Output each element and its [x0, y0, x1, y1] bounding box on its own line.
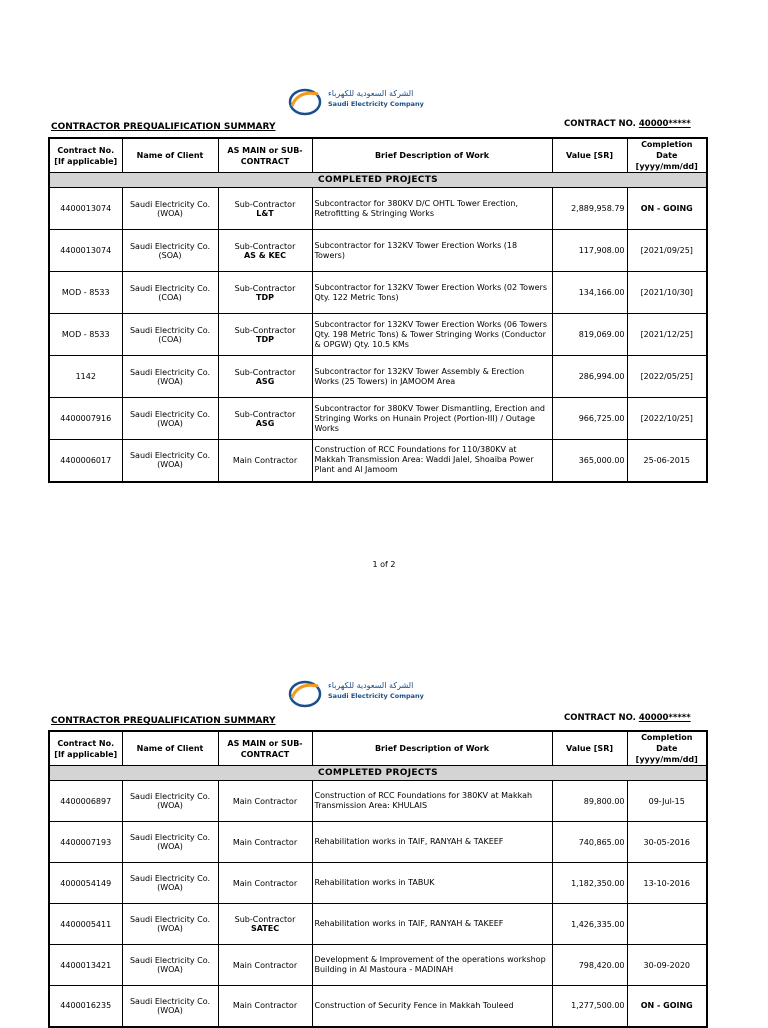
description-cell: Rehabilitation works in TABUK — [312, 863, 552, 904]
value-cell: 2,889,958.79 — [552, 188, 627, 230]
client-cell — [122, 986, 218, 1027]
contract-type: Sub-Contractor — [234, 915, 296, 924]
page-number: 1 of 2 — [372, 560, 396, 569]
value-cell: 134,166.00 — [552, 272, 627, 314]
client-name: Saudi Electricity Co. — [129, 915, 211, 924]
description-cell: Construction of Security Fence in Makkah Touleed — [312, 986, 552, 1027]
value-cell: 740,865.00 — [552, 822, 627, 863]
contract-no-cell: 4400007916 — [49, 398, 122, 440]
sec-logo — [286, 84, 426, 120]
client-region: (WOA) — [157, 801, 183, 810]
table-row — [49, 440, 707, 482]
client-name: Saudi Electricity Co. — [129, 833, 211, 842]
contract-no-cell: 4400007193 — [49, 822, 122, 863]
contract-no-cell: 4400013074 — [49, 188, 122, 230]
client-region: (WOA) — [157, 883, 183, 892]
client-cell — [122, 314, 218, 356]
client-region: (WOA) — [157, 965, 183, 974]
table-row — [49, 272, 707, 314]
logo-english-text: Saudi Electricity Company — [328, 100, 424, 108]
contract-type-cell — [218, 822, 312, 863]
contract-no-cell: MOD - 8533 — [49, 272, 122, 314]
table-header-row — [49, 731, 707, 766]
client-cell — [122, 272, 218, 314]
contract-no-cell: 4400013074 — [49, 230, 122, 272]
value-cell: 89,800.00 — [552, 781, 627, 822]
contract-type-cell — [218, 440, 312, 482]
contract-no-cell: 4400005411 — [49, 904, 122, 945]
value-cell: 819,069.00 — [552, 314, 627, 356]
value-cell: 286,994.00 — [552, 356, 627, 398]
client-cell — [122, 230, 218, 272]
contract-type-cell — [218, 904, 312, 945]
client-cell — [122, 356, 218, 398]
completion-date-cell: 30-09-2020 — [627, 945, 707, 986]
contract-type: Sub-Contractor — [234, 367, 296, 377]
client-cell — [122, 863, 218, 904]
client-region: (WOA) — [157, 924, 183, 933]
description-cell: Rehabilitation works in TAIF, RANYAH & TAKEEF — [312, 904, 552, 945]
section-title: COMPLETED PROJECTS — [49, 766, 707, 781]
completion-date-cell: ON - GOING — [627, 188, 707, 230]
completion-date-cell: 13-10-2016 — [627, 863, 707, 904]
table-row — [49, 781, 707, 822]
value-cell: 1,277,500.00 — [552, 986, 627, 1027]
description-cell: Construction of RCC Foundations for 110/380KV at Makkah Transmission Area: Waddi Jalel, Shoaiba Power Plant and Al Jamoom — [312, 440, 552, 482]
contract-no-cell: 4000054149 — [49, 863, 122, 904]
client-cell — [122, 188, 218, 230]
description-cell: Subcontractor for 380KV Tower Dismantling, Erection and Stringing Works on Hunain Project (Portion-III) / Outage Works — [312, 398, 552, 440]
client-region: (WOA) — [157, 460, 183, 470]
completion-date-cell: 09-Jul-15 — [627, 781, 707, 822]
client-region: (WOA) — [157, 208, 183, 218]
client-name: Saudi Electricity Co. — [129, 874, 211, 883]
page-title: CONTRACTOR PREQUALIFICATION SUMMARY — [51, 122, 276, 132]
description-cell: Construction of RCC Foundations for 380KV at Makkah Transmission Area: KHULAIS — [312, 781, 552, 822]
section-row — [49, 173, 707, 188]
header-contract-type: AS MAIN or SUB-CONTRACT — [218, 138, 312, 173]
logo-arabic-text: الشركة السعودية للكهرباء — [328, 681, 414, 690]
description-cell: Subcontractor for 132KV Tower Erection Works (02 Towers Qty. 122 Metric Tons) — [312, 272, 552, 314]
client-name: Saudi Electricity Co. — [129, 792, 211, 801]
client-region: (COA) — [158, 334, 182, 344]
table-row — [49, 230, 707, 272]
table-row — [49, 356, 707, 398]
client-name: Saudi Electricity Co. — [129, 241, 211, 251]
contract-no-cell: MOD - 8533 — [49, 314, 122, 356]
projects-table — [48, 137, 708, 483]
header-client: Name of Client — [122, 138, 218, 173]
client-name: Saudi Electricity Co. — [129, 409, 211, 419]
contract-no-cell: 4400006017 — [49, 440, 122, 482]
contract-type-cell — [218, 188, 312, 230]
page-title: CONTRACTOR PREQUALIFICATION SUMMARY — [51, 716, 276, 726]
completion-date-cell: [2021/09/25] — [627, 230, 707, 272]
client-name: Saudi Electricity Co. — [129, 956, 211, 965]
client-name: Saudi Electricity Co. — [129, 451, 211, 461]
client-region: (WOA) — [157, 842, 183, 851]
description-cell: Subcontractor for 132KV Tower Assembly & Erection Works (25 Towers) in JAMOOM Area — [312, 356, 552, 398]
main-contractor-name: AS & KEC — [243, 250, 287, 260]
header-contract-no: Contract No. [If applicable] — [49, 731, 122, 766]
client-name: Saudi Electricity Co. — [129, 367, 211, 377]
value-cell: 798,420.00 — [552, 945, 627, 986]
contract-type: Main Contractor — [232, 455, 298, 465]
main-contractor-name: L&T — [256, 208, 274, 218]
contract-type-cell — [218, 356, 312, 398]
header-description: Brief Description of Work — [312, 138, 552, 173]
main-contractor-name: ASG — [255, 376, 275, 386]
contract-label: CONTRACT NO. — [564, 119, 636, 129]
completion-date-cell: [2021/10/30] — [627, 272, 707, 314]
client-region: (WOA) — [157, 376, 183, 386]
table-row — [49, 314, 707, 356]
contract-type: Main Contractor — [232, 796, 298, 806]
contract-no-cell: 4400013421 — [49, 945, 122, 986]
table-row — [49, 945, 707, 986]
client-cell — [122, 822, 218, 863]
description-cell: Rehabilitation works in TAIF, RANYAH & TAKEEF — [312, 822, 552, 863]
header-value: Value [SR] — [552, 138, 627, 173]
projects-table — [48, 730, 708, 1028]
client-cell — [122, 398, 218, 440]
description-cell: Development & Improvement of the operations workshop Building in Al Mastoura - MADINAH — [312, 945, 552, 986]
contract-type: Main Contractor — [232, 837, 298, 847]
contract-type-cell — [218, 863, 312, 904]
main-contractor-name: TDP — [256, 334, 274, 344]
completion-date-cell: 25-06-2015 — [627, 440, 707, 482]
header-contract-no: Contract No. [If applicable] — [49, 138, 122, 173]
main-contractor-name: ASG — [255, 418, 275, 428]
header-completion-date: Completion Date [yyyy/mm/dd] — [627, 731, 707, 766]
table-row — [49, 188, 707, 230]
value-cell: 1,182,350.00 — [552, 863, 627, 904]
contract-no-cell: 1142 — [49, 356, 122, 398]
client-name: Saudi Electricity Co. — [129, 283, 211, 293]
contract-no-cell: 4400016235 — [49, 986, 122, 1027]
logo-english-text: Saudi Electricity Company — [328, 692, 424, 700]
contract-label: CONTRACT NO. — [564, 713, 636, 723]
client-cell — [122, 440, 218, 482]
header-client: Name of Client — [122, 731, 218, 766]
value-cell: 1,426,335.00 — [552, 904, 627, 945]
completion-date-cell: [2022/10/25] — [627, 398, 707, 440]
table-header-row — [49, 138, 707, 173]
contract-type-cell — [218, 272, 312, 314]
contract-number: 40000***** — [638, 119, 691, 129]
contract-number-header — [564, 713, 691, 723]
contract-type-cell — [218, 945, 312, 986]
table-row — [49, 863, 707, 904]
client-region: (WOA) — [157, 1005, 183, 1015]
value-cell: 966,725.00 — [552, 398, 627, 440]
description-cell: Subcontractor for 132KV Tower Erection Works (06 Towers Qty. 198 Metric Tons) & Tower Stringing Works (Conductor & OPGW) Qty. 10.5 KMs — [312, 314, 552, 356]
client-cell — [122, 904, 218, 945]
section-row — [49, 766, 707, 781]
contract-type: Main Contractor — [232, 878, 298, 888]
contract-type: Sub-Contractor — [234, 283, 296, 293]
completion-date-cell: ON - GOING — [627, 986, 707, 1027]
contract-type: Sub-Contractor — [234, 325, 296, 335]
main-contractor-name: SATEC — [250, 924, 280, 933]
table-row — [49, 398, 707, 440]
header-contract-type: AS MAIN or SUB-CONTRACT — [218, 731, 312, 766]
contract-type: Sub-Contractor — [234, 409, 296, 419]
contract-type: Sub-Contractor — [234, 241, 296, 251]
contract-number-header — [564, 119, 691, 129]
client-cell — [122, 945, 218, 986]
client-name: Saudi Electricity Co. — [129, 199, 211, 209]
completion-date-cell: [2021/12/25] — [627, 314, 707, 356]
completion-date-cell — [627, 904, 707, 945]
value-cell: 365,000.00 — [552, 440, 627, 482]
contract-type-cell — [218, 314, 312, 356]
contract-type: Sub-Contractor — [234, 199, 296, 209]
sec-logo-icon — [286, 84, 326, 118]
section-title: COMPLETED PROJECTS — [49, 173, 707, 188]
contract-type: Main Contractor — [232, 1001, 298, 1011]
client-region: (SOA) — [158, 250, 182, 260]
contract-type: Main Contractor — [232, 960, 298, 970]
main-contractor-name: TDP — [256, 292, 274, 302]
contract-no-cell: 4400006897 — [49, 781, 122, 822]
client-name: Saudi Electricity Co. — [129, 996, 211, 1006]
client-region: (COA) — [158, 292, 182, 302]
contract-type-cell — [218, 398, 312, 440]
client-region: (WOA) — [157, 418, 183, 428]
contract-type-cell — [218, 230, 312, 272]
table-row — [49, 822, 707, 863]
client-cell — [122, 781, 218, 822]
contract-number: 40000***** — [638, 713, 691, 723]
sec-logo-icon — [286, 676, 326, 710]
completion-date-cell: 30-05-2016 — [627, 822, 707, 863]
contract-type-cell — [218, 781, 312, 822]
table-row — [49, 904, 707, 945]
contract-type-cell — [218, 986, 312, 1027]
logo-arabic-text: الشركة السعودية للكهرباء — [328, 89, 414, 98]
sec-logo — [286, 676, 426, 712]
description-cell: Subcontractor for 132KV Tower Erection Works (18 Towers) — [312, 230, 552, 272]
table-row — [49, 986, 707, 1027]
header-description: Brief Description of Work — [312, 731, 552, 766]
description-cell: Subcontractor for 380KV D/C OHTL Tower Erection, Retrofitting & Stringing Works — [312, 188, 552, 230]
header-completion-date: Completion Date [yyyy/mm/dd] — [627, 138, 707, 173]
completion-date-cell: [2022/05/25] — [627, 356, 707, 398]
client-name: Saudi Electricity Co. — [129, 325, 211, 335]
header-value: Value [SR] — [552, 731, 627, 766]
value-cell: 117,908.00 — [552, 230, 627, 272]
